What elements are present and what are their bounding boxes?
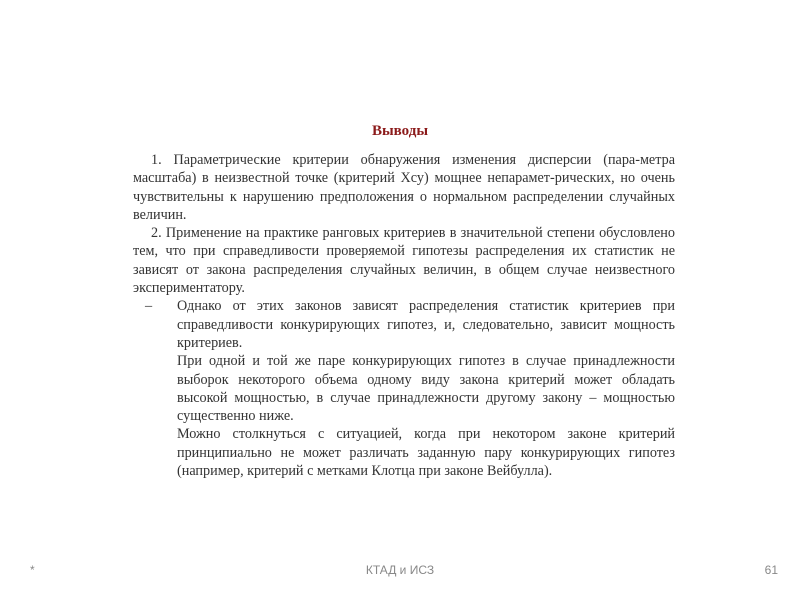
sub-list <box>133 297 675 480</box>
footer-title: КТАД и ИСЗ <box>365 563 435 577</box>
page-number: 61 <box>764 563 778 577</box>
slide-body <box>133 151 675 480</box>
conclusion-paragraph-2: 2. Применение на практике ранговых критериев в значительной степени обусловлено тем, что при справедливости проверяемой гипотезы распределения их статистик не зависят от закона распределения случайных величин, в общем случае неизвестного экспериментатору. <box>133 225 675 297</box>
slide-title: Выводы <box>371 123 429 139</box>
sub-list-item <box>145 297 675 480</box>
dash-bullet: – <box>145 298 153 315</box>
conclusion-paragraph-1: 1. Параметрические критерии обнаружения изменения дисперсии (пара-метра масштаба) в неизвестной точке (критерий Хсу) мощнее непарамет-рических, но очень чувствительны к нарушению предположения о нормальном распределении случайных величин. <box>133 152 675 223</box>
sub-paragraph-2: При одной и той же паре конкурирующих гипотез в случае принадлежности выборок некоторого объема одному виду закона критерий может обладать высокой мощностью, в случае принадлежности другому закону – мощностью существенно ниже. <box>177 353 675 425</box>
sub-paragraph-1: Однако от этих законов зависят распределения статистик критериев при справедливости конкурирующих гипотез, и, следовательно, зависит мощность критериев. <box>177 298 675 351</box>
sub-paragraph-3: Можно столкнуться с ситуацией, когда при некотором законе критерий принципиально не может различать заданную пару конкурирующих гипотез (например, критерий с метками Клотца при законе Вейбулла). <box>177 426 675 480</box>
footer-star: * <box>30 563 35 577</box>
